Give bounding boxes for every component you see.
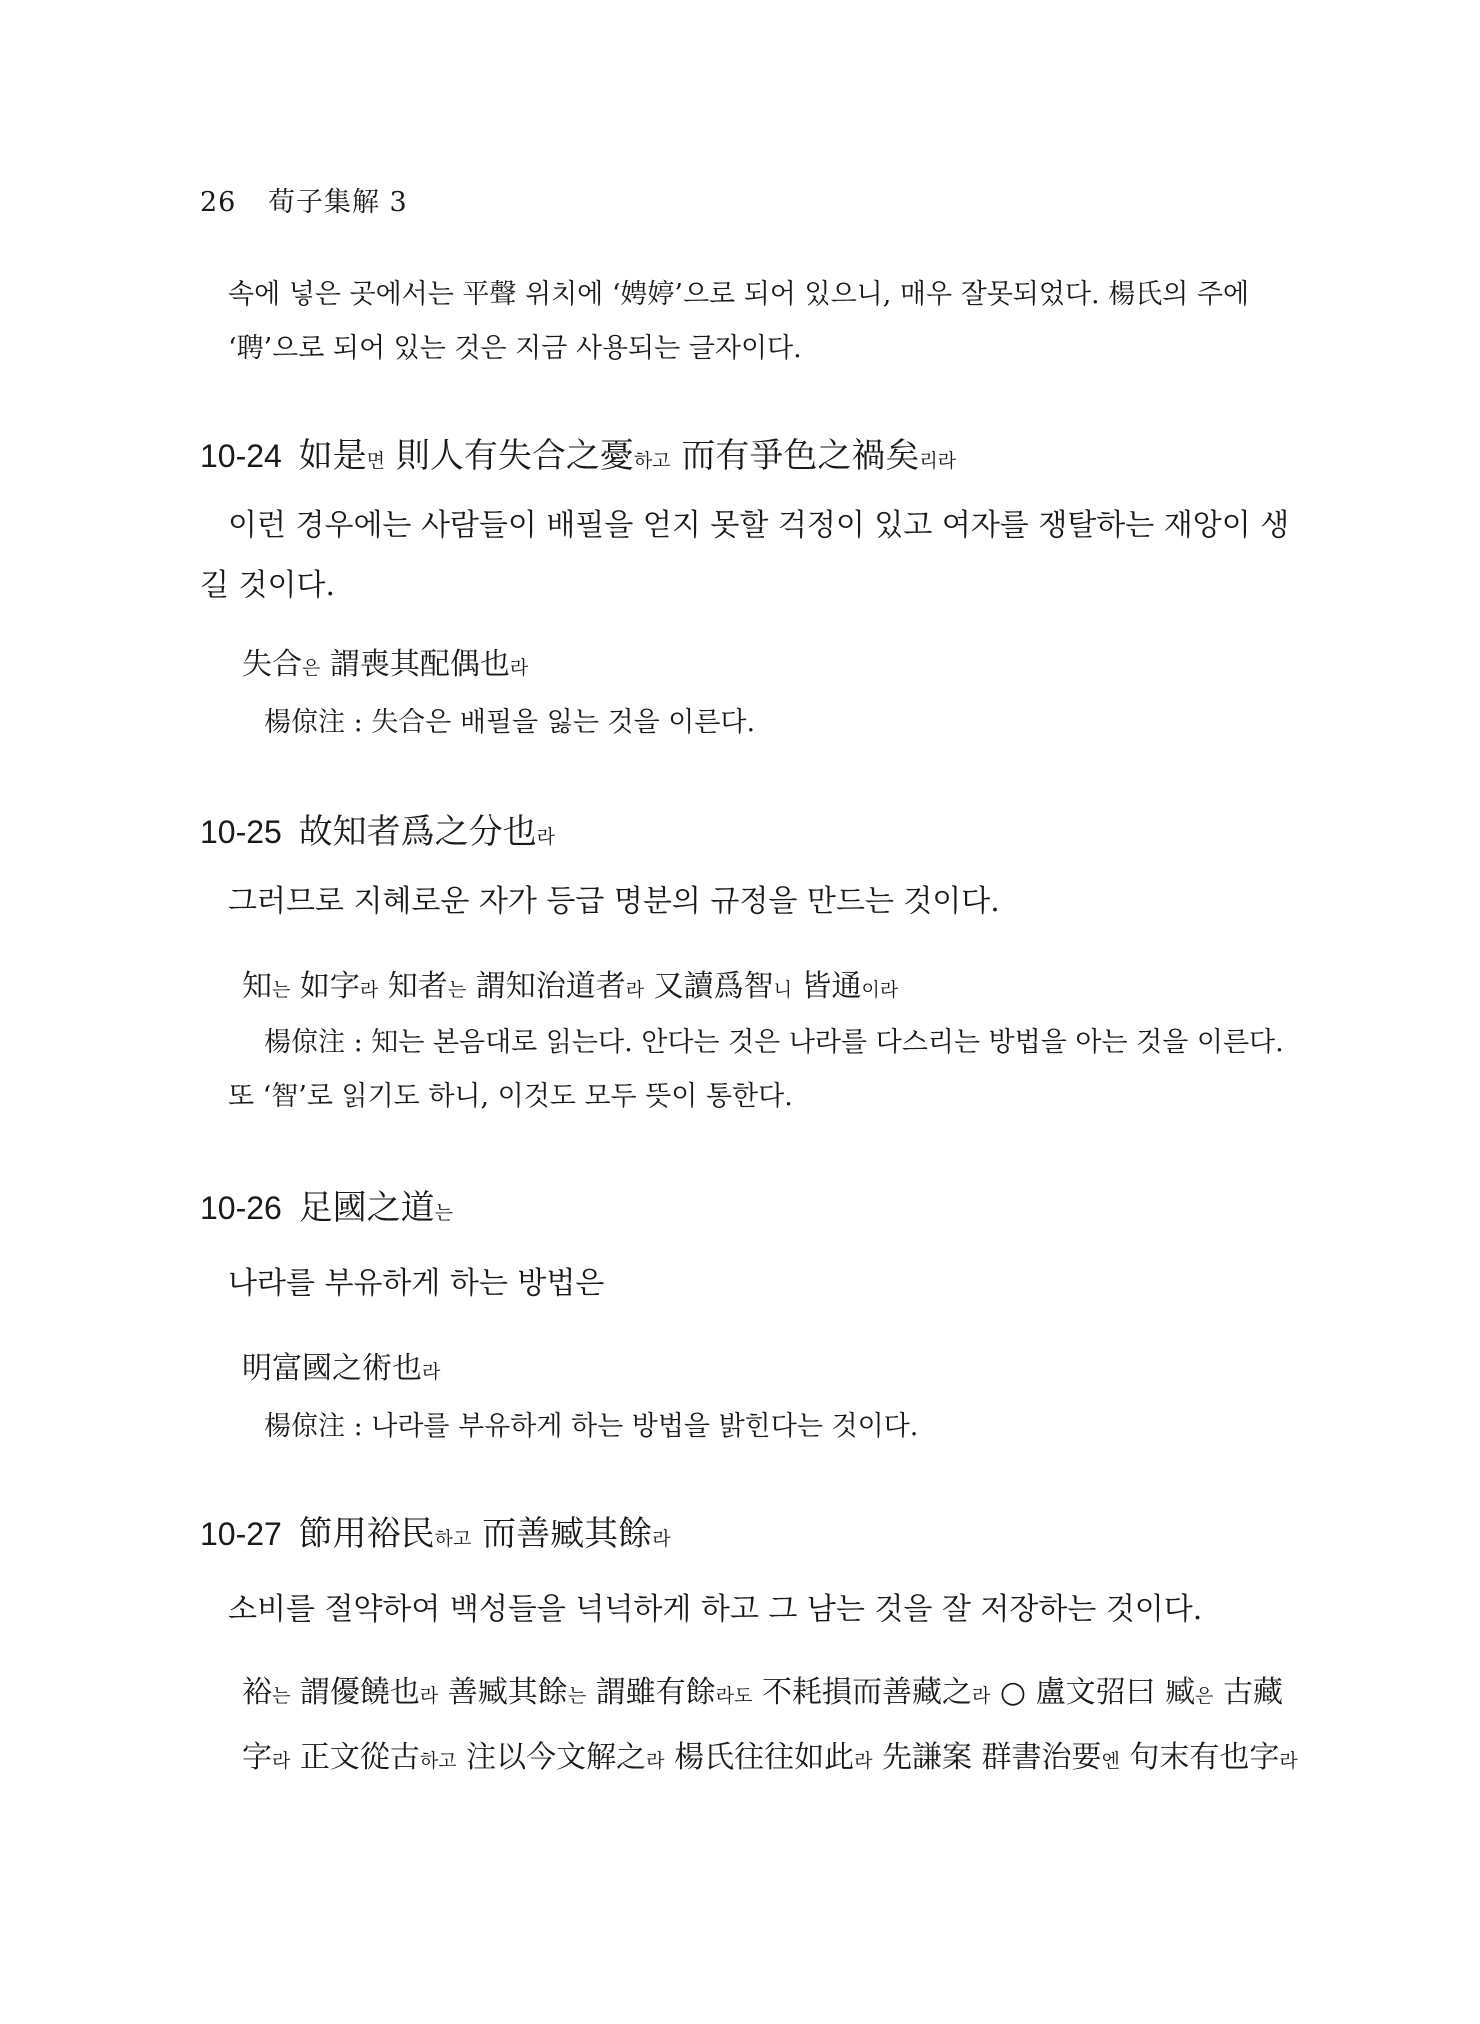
particle-text: 하고 bbox=[633, 450, 671, 472]
section-heading-10-26 bbox=[200, 1186, 453, 1235]
classical-text: 正文從古 bbox=[290, 1740, 420, 1775]
classical-text: 不耗損而善藏之 bbox=[752, 1675, 972, 1710]
classical-text: 皆通 bbox=[791, 969, 862, 1004]
classical-text: 故知者爲之分也 bbox=[298, 812, 537, 852]
classical-text: 楊氏往往如此 bbox=[664, 1740, 855, 1775]
particle-text: 이라 bbox=[861, 979, 899, 1001]
yang-note-10-25: 楊倞注 : 知는 본음대로 읽는다. 안다는 것은 나라를 다스리는 방법을 아는 것을 이른다. 또 ‘智’로 읽기도 하니, 이것도 모두 뜻이 통한다. bbox=[228, 1027, 1284, 1112]
particle-text: 은 bbox=[302, 657, 321, 679]
page-number: 26 bbox=[200, 187, 237, 218]
heading-text bbox=[299, 1188, 453, 1228]
continued-note: 속에 넣은 곳에서는 平聲 위치에 ‘娉婷’으로 되어 있으니, 매우 잘못되었다. 楊氏의 주에 ‘聘’으로 되어 있는 것은 지금 사용되는 글자이다. bbox=[228, 279, 1250, 364]
section-number: 10-25 bbox=[200, 814, 282, 850]
particle-text: 라 bbox=[1279, 1750, 1298, 1772]
particle-text: 는 bbox=[272, 1685, 291, 1707]
particle-text: 는 bbox=[434, 1202, 454, 1224]
classical-text: 裕 bbox=[242, 1675, 272, 1710]
particle-text: 는 bbox=[447, 979, 467, 1001]
section-number: 10-26 bbox=[200, 1190, 282, 1226]
heading-text bbox=[299, 1514, 671, 1554]
classical-text: ○ 盧文弨曰 臧 bbox=[990, 1675, 1196, 1710]
heading-text bbox=[299, 812, 555, 852]
classical-text: 善臧其餘 bbox=[438, 1675, 568, 1710]
particle-text: 라 bbox=[419, 1685, 439, 1707]
commentary-10-27 bbox=[242, 1662, 1302, 1792]
classical-text: 知 bbox=[242, 969, 272, 1004]
classical-text: 如字 bbox=[290, 969, 360, 1004]
particle-text: 라 bbox=[509, 657, 529, 679]
classical-text: 失合 bbox=[242, 647, 302, 682]
translation-10-24: 이런 경우에는 사람들이 배필을 얻지 못할 걱정이 있고 여자를 쟁탈하는 재앙이 생길 것이다. bbox=[200, 508, 1290, 603]
heading-text bbox=[299, 436, 956, 476]
commentary-10-26 bbox=[242, 1340, 1302, 1401]
particle-text: 엔 bbox=[1101, 1750, 1120, 1772]
classical-text: 足國之道 bbox=[298, 1188, 435, 1228]
particle-text: 니 bbox=[773, 979, 792, 1001]
classical-text: 謂優饒也 bbox=[290, 1675, 420, 1710]
section-number: 10-24 bbox=[200, 438, 282, 474]
translation-10-26: 나라를 부유하게 하는 방법은 bbox=[228, 1266, 605, 1301]
running-head bbox=[200, 180, 430, 219]
classical-text: 節用裕民 bbox=[298, 1514, 435, 1554]
classical-text: 謂喪其配偶也 bbox=[320, 647, 510, 682]
classical-text: 古藏字 bbox=[242, 1675, 1284, 1775]
classical-text: 先謙案 群書治要 bbox=[872, 1740, 1102, 1775]
classical-text: 謂雖有餘 bbox=[586, 1675, 716, 1710]
classical-text: 句末有也字 bbox=[1119, 1740, 1280, 1775]
particle-text: 라 bbox=[971, 1685, 991, 1707]
classical-text: 則人有失合之憂 bbox=[385, 436, 634, 476]
classical-text: 明富國之術也 bbox=[242, 1351, 422, 1386]
classical-text: 而有爭色之禍矣 bbox=[670, 436, 920, 476]
commentary-10-25 bbox=[242, 958, 1302, 1019]
classical-text: 知者 bbox=[378, 969, 448, 1004]
yang-note-10-26: 楊倞注 : 나라를 부유하게 하는 방법을 밝힌다는 것이다. bbox=[264, 1411, 919, 1442]
particle-text: 는 bbox=[272, 979, 291, 1001]
commentary-10-24 bbox=[242, 636, 1302, 697]
book-title: 荀子集解 3 bbox=[267, 187, 408, 218]
section-number: 10-27 bbox=[200, 1516, 282, 1552]
section-heading-10-24 bbox=[200, 434, 956, 483]
particle-text: 은 bbox=[1195, 1685, 1214, 1707]
particle-text: 라도 bbox=[715, 1685, 753, 1707]
particle-text: 면 bbox=[366, 450, 386, 472]
particle-text: 라 bbox=[272, 1750, 291, 1772]
classical-text: 注以今文解之 bbox=[456, 1740, 647, 1775]
particle-text: 리라 bbox=[919, 450, 957, 472]
classical-text: 又讀爲智 bbox=[644, 969, 774, 1004]
particle-text: 는 bbox=[567, 1685, 587, 1707]
particle-text: 라 bbox=[625, 979, 645, 1001]
particle-text: 라 bbox=[652, 1528, 671, 1550]
yang-note-10-24: 楊倞注 : 失合은 배필을 잃는 것을 이른다. bbox=[264, 707, 756, 738]
particle-text: 라 bbox=[536, 826, 556, 848]
particle-text: 하고 bbox=[419, 1750, 457, 1772]
section-heading-10-25 bbox=[200, 810, 555, 859]
section-heading-10-27 bbox=[200, 1512, 671, 1561]
translation-10-25: 그러므로 지혜로운 자가 등급 명분의 규정을 만드는 것이다. bbox=[228, 884, 1000, 919]
translation-10-27: 소비를 절약하여 백성들을 넉넉하게 하고 그 남는 것을 잘 저장하는 것이다. bbox=[228, 1592, 1203, 1627]
particle-text: 하고 bbox=[434, 1528, 472, 1550]
particle-text: 라 bbox=[359, 979, 379, 1001]
classical-text: 如是 bbox=[298, 436, 367, 476]
classical-text: 謂知治道者 bbox=[466, 969, 626, 1004]
particle-text: 라 bbox=[422, 1361, 441, 1383]
particle-text: 라 bbox=[854, 1750, 873, 1772]
classical-text: 而善臧其餘 bbox=[471, 1514, 653, 1554]
particle-text: 라 bbox=[646, 1750, 665, 1772]
